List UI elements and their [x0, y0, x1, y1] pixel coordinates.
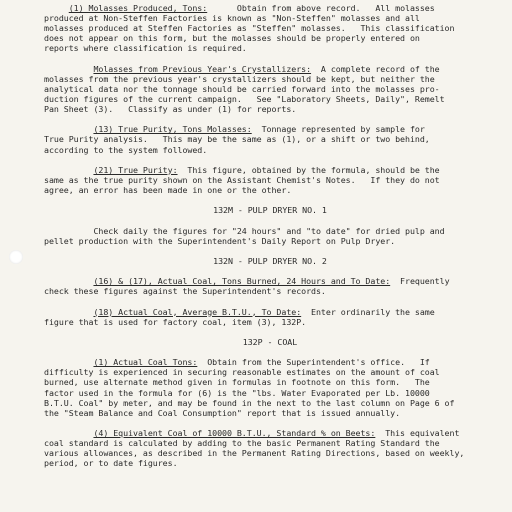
text-line: Obtain from the Superintendent's office. If: [197, 357, 430, 368]
document-body: [44, 3, 496, 479]
section-heading-132m: 132M - PULP DRYER NO. 1: [213, 205, 327, 216]
text-line: molasses from the previous year's crystallizers should be kept, but neither the: [44, 73, 435, 84]
paragraph-pulp-dryer-1: [44, 226, 496, 246]
item-heading: (16) & (17), Actual Coal, Tons Burned, 24 Hours and To Date:: [93, 276, 391, 287]
text-line: period, or to date figures.: [44, 458, 178, 469]
text-line: figure that is used for factory coal, item (3), 132P.: [44, 316, 307, 327]
text-line: agree, an error has been made in one or the other.: [44, 184, 292, 195]
section-heading-132n: 132N - PULP DRYER NO. 2: [213, 255, 327, 266]
text-line: reports where classification is required.: [44, 43, 247, 54]
text-line: Obtain from above record. All molasses: [207, 3, 435, 13]
paragraph-molasses-produced: [44, 3, 496, 53]
text-line: the "Steam Balance and Coal Consumption" report that is issued annually.: [44, 407, 401, 418]
text-line: does not appear on this form, but the molasses should be properly entered on: [44, 33, 420, 44]
paragraph-previous-year-crystallizers: [44, 64, 496, 114]
text-line: This equivalent: [375, 427, 460, 438]
section-heading-132p: 132P - COAL: [242, 336, 298, 347]
text-line: factor used in the formula for (6) is the "lbs. Water Evaporated per Lb. 10000: [44, 387, 430, 398]
paragraph-true-purity: [44, 165, 496, 195]
punch-hole: [9, 250, 23, 264]
text-line: burned, use alternate method given in formulas in footnote on this form. The: [44, 377, 430, 388]
text-line: A complete record of the: [311, 63, 440, 74]
text-line: analytical data nor the tonnage should be carried forward into the molasses pro-: [44, 83, 440, 94]
text-line: Check daily the figures for "24 hours" and "to date" for dried pulp and: [44, 225, 445, 236]
item-heading: (21) True Purity:: [93, 164, 178, 175]
text-line: difficulty is experienced in securing reasonable estimates on the amount of coal: [44, 367, 440, 378]
text-line: B.T.U. Coal" by meter, and may be found in the next to the last column on Page 6 of: [44, 397, 455, 408]
item-heading: (4) Equivalent Coal of 10000 B.T.U., Standard % on Beets:: [93, 427, 376, 438]
text-line: True Purity analysis. This may be the same as (1), or a shift or two behind,: [44, 134, 430, 145]
text-line: according to the system followed.: [44, 144, 208, 155]
text-line: Enter ordinarily the same: [301, 306, 435, 317]
text-line: various allowances, as described in the Permanent Rating Directions, based on weekly,: [44, 448, 465, 459]
text-line: pellet production with the Superintendent's Daily Report on Pulp Dryer.: [44, 235, 396, 246]
text-line: Pan Sheet (3). Classify as under (1) for reports.: [44, 104, 297, 115]
text-line: check these figures against the Superintendent's records.: [44, 286, 326, 297]
item-heading: (1) Molasses Produced, Tons:: [68, 3, 208, 13]
text-line: coal standard is calculated by adding to the basic Permanent Rating Standard the: [44, 438, 440, 449]
text-line: molasses produced at Steffen Factories as "Steffen" molasses. This classification: [44, 23, 455, 34]
text-line: Frequently: [390, 276, 450, 287]
paragraph-actual-coal-tons: [44, 357, 496, 418]
item-heading: (1) Actual Coal Tons:: [93, 357, 198, 368]
paragraph-equivalent-coal: [44, 428, 496, 468]
text-line: same as the true purity shown on the Assistant Chemist's Notes. If they do not: [44, 174, 440, 185]
text-line: Tonnage represented by sample for: [251, 124, 425, 135]
text-line: duction figures of the current campaign. See "Laboratory Sheets, Daily", Remelt: [44, 93, 445, 104]
item-heading: (13) True Purity, Tons Molasses:: [93, 124, 252, 135]
item-heading: (18) Actual Coal, Average B.T.U., To Date:: [93, 306, 302, 317]
paragraph-true-purity-tons: [44, 124, 496, 154]
text-line: produced at Non-Steffen Factories is known as "Non-Steffen" molasses and all: [44, 13, 420, 24]
text-line: This figure, obtained by the formula, should be the: [177, 164, 440, 175]
item-heading: Molasses from Previous Year's Crystallizers:: [93, 63, 312, 74]
paragraph-actual-coal-tons-burned: [44, 276, 496, 296]
paragraph-actual-coal-avg-btu: [44, 307, 496, 327]
